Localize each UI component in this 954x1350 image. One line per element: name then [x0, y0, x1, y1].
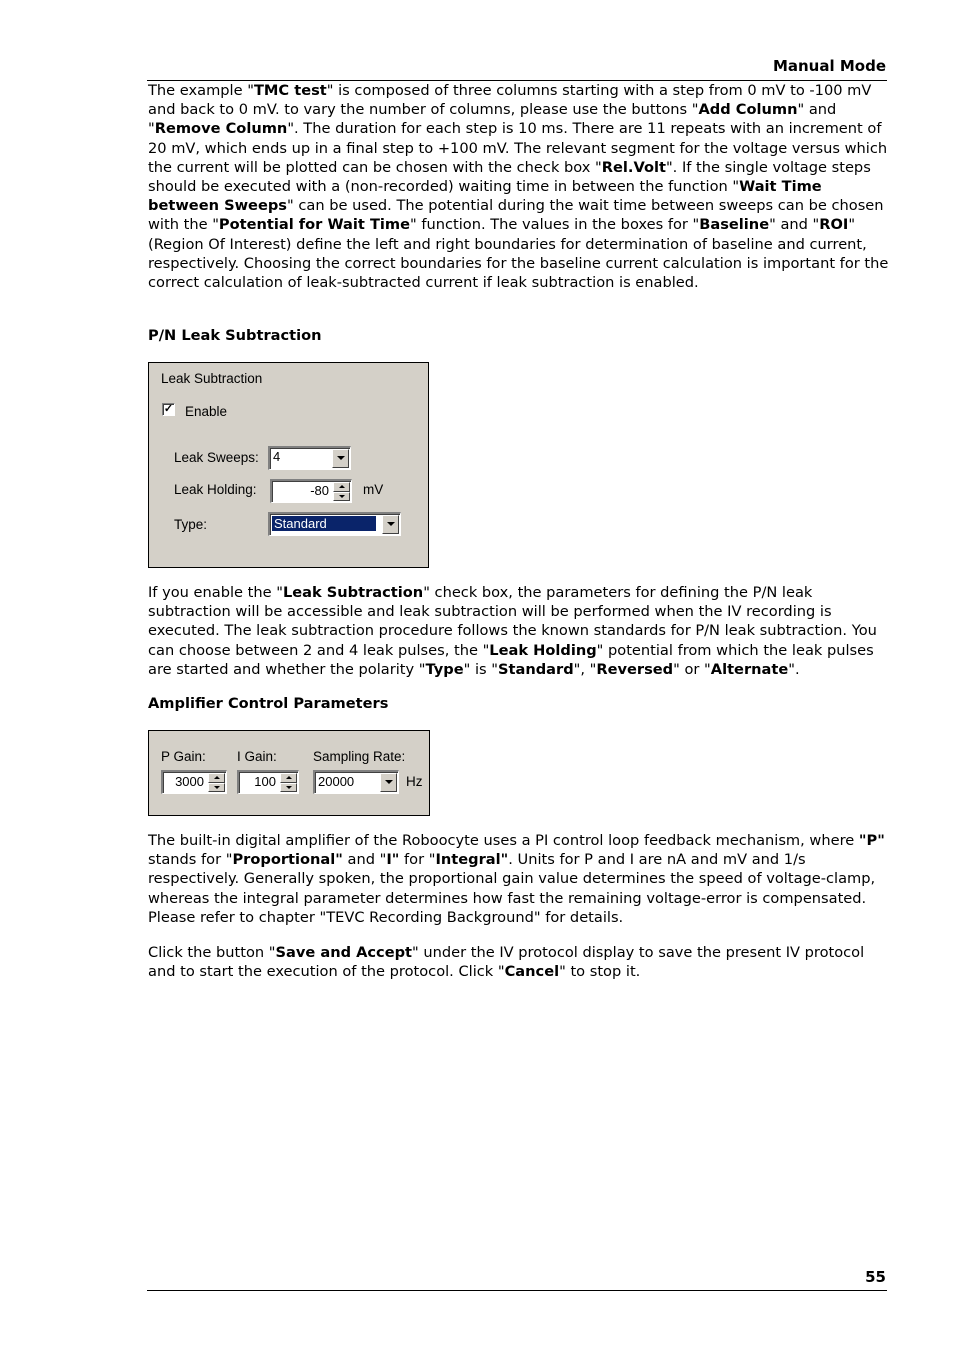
leak-holding-value: -80 — [310, 483, 329, 498]
chevron-down-icon[interactable] — [382, 515, 399, 534]
footer-rule — [147, 1290, 887, 1291]
sampling-rate-label: Sampling Rate: — [313, 749, 406, 764]
sampling-rate-unit: Hz — [406, 774, 423, 789]
type-select[interactable] — [268, 512, 401, 536]
leak-holding-stepper[interactable] — [270, 479, 352, 503]
sampling-rate-select[interactable] — [313, 770, 399, 794]
page-header-title: Manual Mode — [772, 57, 886, 75]
spin-buttons[interactable] — [280, 773, 297, 792]
p-gain-value: 3000 — [175, 774, 204, 789]
chevron-down-icon[interactable] — [332, 449, 349, 468]
leak-subtraction-heading: P/N Leak Subtraction — [148, 327, 322, 344]
type-value: Standard — [272, 516, 376, 531]
save-paragraph: Click the button "Save and Accept" under the IV protocol display to save the present IV protocol and to start the execution of the protocol. Click "Cancel" to stop it. — [148, 944, 865, 981]
spin-down-icon[interactable] — [333, 492, 350, 502]
amplifier-panel — [148, 730, 430, 816]
enable-label: Enable — [185, 404, 228, 419]
p-gain-stepper[interactable] — [161, 770, 227, 794]
spin-up-icon[interactable] — [333, 482, 350, 492]
i-gain-stepper[interactable] — [237, 770, 299, 794]
spin-buttons[interactable] — [333, 482, 350, 501]
checkmark-icon: ✓ — [163, 403, 174, 415]
spin-down-icon[interactable] — [208, 783, 225, 793]
page-number: 55 — [865, 1268, 886, 1286]
leak-paragraph: If you enable the "Leak Subtraction" check box, the parameters for defining the P/N leak subtraction will be accessible and leak subtraction will be performed when the IV recording is executed. The leak subtraction procedure follows the known standards for P/N leak subtraction. You can choose between 2 and 4 leak pulses, the "Leak Holding" potential from which the leak pulses are started and whether the polarity "Type" is "Standard", "Reversed" or "Alternate". — [148, 584, 877, 678]
leak-group-label: Leak Subtraction — [161, 371, 263, 386]
spin-up-icon[interactable] — [208, 773, 225, 783]
chevron-down-icon[interactable] — [380, 773, 397, 792]
enable-checkbox[interactable] — [162, 403, 175, 416]
leak-holding-unit: mV — [363, 482, 384, 497]
p-gain-label: P Gain: — [161, 749, 206, 764]
sampling-rate-value: 20000 — [318, 774, 355, 789]
intro-paragraph: The example "TMC test" is composed of three columns starting with a step from 0 mV to -100 mV and back to 0 mV. to vary the number of columns, please use the buttons "Add Column" and "Remove Column". The duration for each step is 10 ms. There are 11 repeats with an increment of 20 mV, which ends up in a final step to +100 mV. The relevant segment for the voltage versus which the current will be plotted can be chosen with the check box "Rel.Volt". If the single voltage steps should be executed with a (non-recorded) waiting time in between the function "Wait Time between Sweeps" can be used. The potential during the wait time between sweeps can be chosen with the "Potential for Wait Time" function. The values in the boxes for "Baseline" and "ROI" (Region Of Interest) define the left and right boundaries for determination of baseline and current, respectively. Choosing the correct boundaries for the baseline current calculation is important for the correct calculation of leak-subtracted current if leak subtraction is enabled. — [148, 82, 889, 292]
leak-sweeps-select[interactable] — [268, 446, 351, 470]
i-gain-label: I Gain: — [237, 749, 277, 764]
type-label: Type: — [174, 517, 208, 532]
leak-sweeps-label: Leak Sweeps: — [174, 450, 259, 465]
leak-holding-label: Leak Holding: — [174, 482, 257, 497]
spin-buttons[interactable] — [208, 773, 225, 792]
amplifier-heading: Amplifier Control Parameters — [148, 695, 389, 712]
amplifier-paragraph: The built-in digital amplifier of the Roboocyte uses a PI control loop feedback mechanism, where "P" stands for "Proportional" and "I" for "Integral". Units for P and I are nA and mV and 1/s respectively. Generally spoken, the proportional gain value determines the speed of voltage-clamp, whereas the integral parameter determines how fast the remaining voltage-error is compensated. Please refer to chapter "TEVC Recording Background" for details. — [148, 832, 885, 926]
leak-sweeps-value: 4 — [273, 449, 281, 464]
leak-subtraction-panel — [148, 362, 429, 568]
i-gain-value: 100 — [254, 774, 276, 789]
spin-down-icon[interactable] — [280, 783, 297, 793]
spin-up-icon[interactable] — [280, 773, 297, 783]
